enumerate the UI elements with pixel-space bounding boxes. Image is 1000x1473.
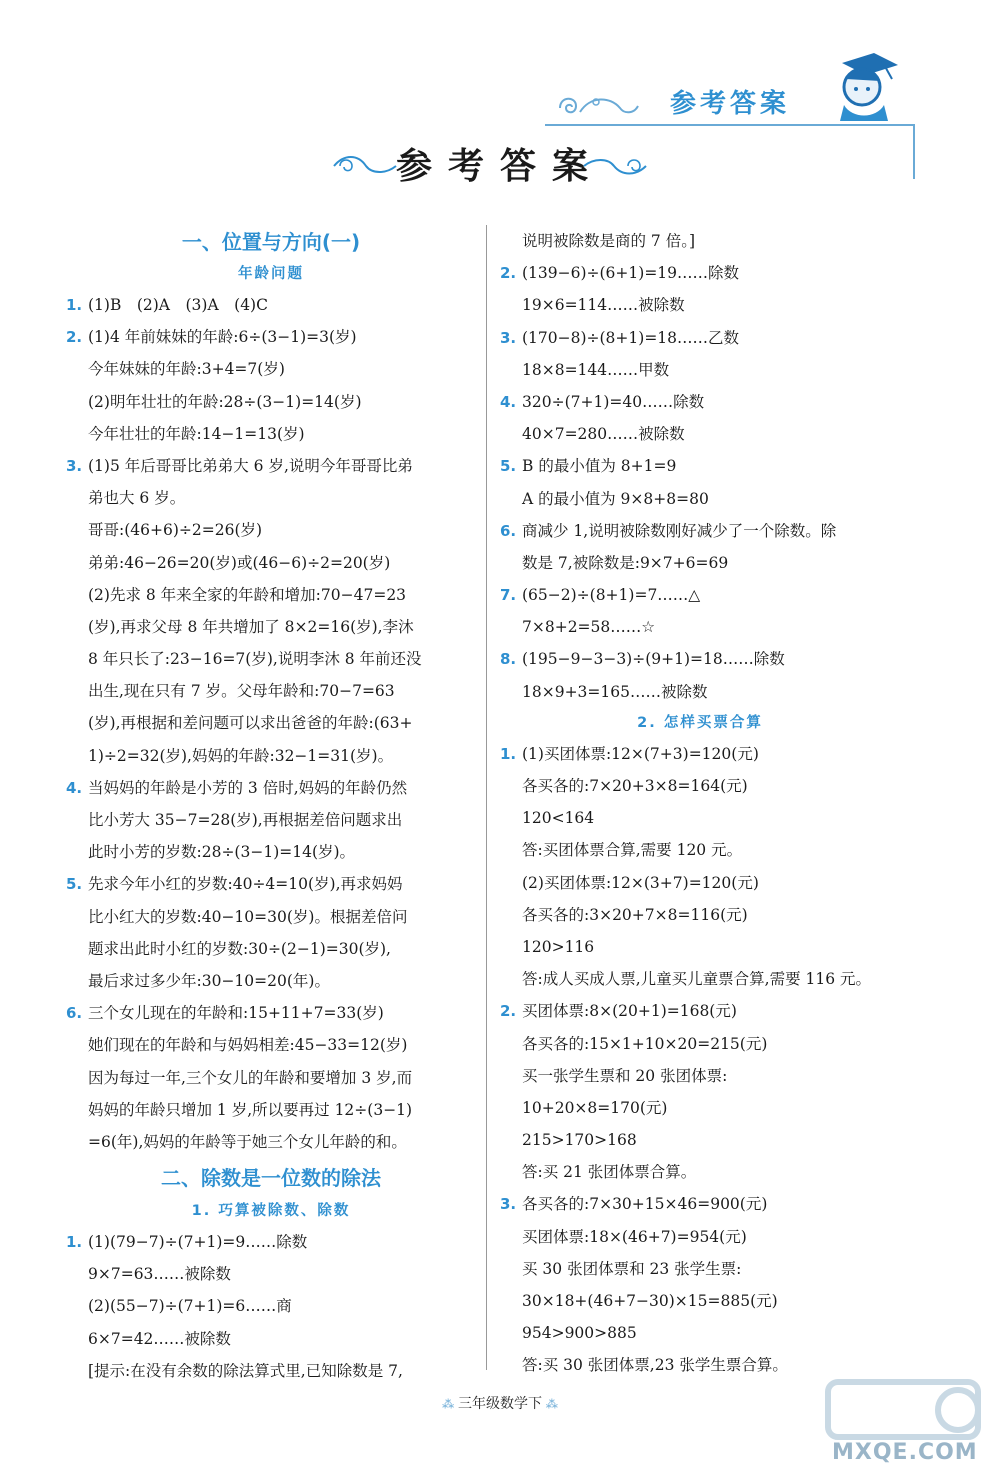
- page-title: 参考答案: [395, 145, 604, 187]
- answer-line: [500, 1188, 900, 1220]
- answer-line: [66, 836, 476, 868]
- answer-line: [500, 1221, 900, 1253]
- answer-text: 18×9+3=165……被除数: [522, 682, 708, 701]
- answer-text: (170−8)÷(8+1)=18……乙数: [522, 328, 740, 347]
- answer-line: [500, 450, 900, 482]
- answer-line: [66, 289, 476, 321]
- answer-list: [66, 1226, 476, 1387]
- answer-text: 商减少 1,说明被除数刚好减少了一个除数。除: [522, 521, 837, 540]
- answer-text: (65−2)÷(8+1)=7……△: [522, 586, 701, 605]
- answer-text: 买团体票:8×(20+1)=168(元): [522, 1002, 737, 1021]
- question-number: 5.: [66, 875, 83, 894]
- answer-text: 哥哥:(46+6)÷2=26(岁): [88, 521, 263, 540]
- answer-line: [500, 1253, 900, 1285]
- answer-line: [66, 321, 476, 353]
- answer-text: 答:买团体票合算,需要 120 元。: [522, 841, 743, 860]
- page-footer: [400, 1392, 600, 1416]
- answer-text: 今年壮壮的年龄:14−1=13(岁): [88, 424, 305, 443]
- answer-text: 题求出此时小红的岁数:30÷(2−1)=30(岁),: [88, 939, 391, 958]
- answer-line: [66, 514, 476, 546]
- mascot-scholar-icon: [822, 45, 902, 123]
- answer-line: [500, 386, 900, 418]
- question-number: 3.: [500, 328, 517, 347]
- question-number: 1.: [66, 1233, 83, 1252]
- answer-text: 答:成人买成人票,儿童买儿童票合算,需要 116 元。: [522, 970, 872, 989]
- answer-line: [500, 354, 900, 386]
- section-title: 一、位置与方向(一): [181, 230, 361, 254]
- watermark-text: MXQE.COM: [832, 1440, 978, 1465]
- answer-line: [66, 1323, 476, 1355]
- answer-text: 今年妹妹的年龄:3+4=7(岁): [88, 360, 285, 379]
- answer-text: 各买各的:7×30+15×46=900(元): [522, 1195, 768, 1214]
- answer-line: [66, 1029, 476, 1061]
- subsection-title: 年龄问题: [238, 266, 304, 282]
- question-number: 6.: [500, 521, 517, 540]
- header-swirl-ornament: [550, 86, 640, 122]
- left-column: [66, 225, 476, 1387]
- answer-line: [66, 611, 476, 643]
- answer-list: [500, 738, 900, 1382]
- answer-line: [500, 1028, 900, 1060]
- answer-text: 40×7=280……被除数: [522, 425, 685, 444]
- answer-line: [66, 933, 476, 965]
- answer-text: (1)4 年前妹妹的年龄:6÷(3−1)=3(岁): [88, 328, 357, 347]
- answer-line: [500, 643, 900, 675]
- answer-text: 买一张学生票和 20 张团体票:: [522, 1066, 728, 1085]
- answer-text: 答:买 30 张团体票,23 张学生票合算。: [522, 1356, 788, 1375]
- answer-text: 比小红大的岁数:40−10=30(岁)。根据差倍问: [88, 907, 408, 926]
- answer-line: [66, 386, 476, 418]
- answer-line: [500, 257, 900, 289]
- answer-text: 6×7=42……被除数: [88, 1329, 231, 1348]
- answer-line: [500, 579, 900, 611]
- answer-text: 数是 7,被除数是:9×7+6=69: [522, 553, 729, 572]
- answer-line: [500, 738, 900, 770]
- answer-line: [66, 868, 476, 900]
- header-title: 参考答案: [669, 89, 790, 119]
- answer-text: 30×18+(46+7−30)×15=885(元): [522, 1292, 778, 1310]
- answer-line: [66, 1062, 476, 1094]
- answer-list: [500, 225, 900, 708]
- answer-text: (岁),再根据和差问题可以求出爸爸的年龄:(63+: [88, 714, 413, 733]
- answer-line: [66, 707, 476, 739]
- question-number: 5.: [500, 457, 517, 476]
- question-number: 7.: [500, 586, 517, 605]
- answer-line: [66, 1226, 476, 1258]
- answer-text: 120<164: [522, 809, 595, 828]
- answer-line: [500, 611, 900, 643]
- question-number: 6.: [66, 1004, 83, 1023]
- answer-line: [500, 515, 900, 547]
- answer-line: [66, 740, 476, 772]
- answer-text: =6(年),妈妈的年龄等于她三个女儿年龄的和。: [88, 1132, 407, 1151]
- answer-text: B 的最小值为 8+1=9: [522, 457, 677, 476]
- answer-text: 1)÷2=32(岁),妈妈的年龄:32−1=31(岁)。: [88, 746, 394, 765]
- footer-ornament-icon: ⁂: [542, 1397, 558, 1411]
- answer-text: 215>170>168: [522, 1131, 637, 1150]
- answer-line: [500, 289, 900, 321]
- answer-line: [66, 1290, 476, 1322]
- answer-text: 买团体票:18×(46+7)=954(元): [522, 1227, 747, 1246]
- header-rule: [545, 124, 915, 126]
- answer-line: [66, 1355, 476, 1387]
- answer-text: 19×6=114……被除数: [522, 296, 685, 315]
- answer-text: (1)B (2)A (3)A (4)C: [88, 296, 268, 314]
- answer-line: [66, 997, 476, 1029]
- question-number: 1.: [500, 744, 517, 763]
- answer-text: 320÷(7+1)=40……除数: [522, 392, 705, 411]
- answer-text: (2)买团体票:12×(3+7)=120(元): [522, 873, 759, 892]
- answer-text: A 的最小值为 9×8+8=80: [522, 489, 709, 508]
- answer-text: 各买各的:15×1+10×20=215(元): [522, 1034, 768, 1053]
- answer-line: [66, 579, 476, 611]
- answer-line: [66, 1094, 476, 1126]
- answer-line: [500, 995, 900, 1027]
- answer-text: 此时小芳的岁数:28÷(3−1)=14(岁)。: [88, 843, 356, 862]
- answer-text: (1)5 年后哥哥比弟弟大 6 岁,说明今年哥哥比弟: [88, 456, 413, 475]
- answer-line: [500, 1156, 900, 1188]
- title-ornament-right: [580, 148, 650, 184]
- answer-line: [500, 676, 900, 708]
- answer-text: (2)明年壮壮的年龄:28÷(3−1)=14(岁): [88, 392, 362, 411]
- answer-text: 8 年只长了:23−16=7(岁),说明李沐 8 年前还没: [88, 650, 422, 669]
- footer-label: 三年级数学下: [458, 1396, 542, 1412]
- answer-text: 弟也大 6 岁。: [88, 489, 186, 508]
- answer-line: [66, 353, 476, 385]
- answer-line: [66, 1258, 476, 1290]
- answer-text: (2)先求 8 年来全家的年龄和增加:70−47=23: [88, 585, 407, 604]
- question-number: 2.: [500, 264, 517, 283]
- answer-line: [66, 772, 476, 804]
- answer-line: [500, 963, 900, 995]
- answer-text: 18×8=144……甲数: [522, 360, 670, 379]
- answer-line: [500, 1317, 900, 1349]
- answer-line: [500, 899, 900, 931]
- answer-text: 954>900>885: [522, 1324, 637, 1343]
- answer-line: [66, 804, 476, 836]
- footer-ornament-icon: ⁂: [442, 1397, 458, 1411]
- answer-line: [500, 1060, 900, 1092]
- answer-text: 说明被除数是商的 7 倍。]: [522, 232, 696, 250]
- answer-line: [500, 225, 900, 257]
- answer-text: 她们现在的年龄和与妈妈相差:45−33=12(岁): [88, 1036, 408, 1055]
- answer-text: 买 30 张团体票和 23 张学生票:: [522, 1259, 742, 1278]
- question-number: 8.: [500, 650, 517, 669]
- answer-text: 当妈妈的年龄是小芳的 3 倍时,妈妈的年龄仍然: [88, 778, 408, 797]
- question-number: 3.: [500, 1195, 517, 1214]
- answer-text: (195−9−3−3)÷(9+1)=18……除数: [522, 650, 785, 669]
- answer-text: 比小芳大 35−7=28(岁),再根据差倍问题求出: [88, 811, 403, 829]
- answer-text: 120>116: [522, 937, 595, 956]
- answer-text: 最后求过多少年:30−10=20(年)。: [88, 971, 330, 990]
- question-number: 3.: [66, 456, 83, 475]
- question-number: 2.: [500, 1002, 517, 1021]
- question-number: 2.: [66, 328, 83, 347]
- answer-line: [500, 770, 900, 802]
- answer-line: [500, 1285, 900, 1317]
- answer-line: [500, 834, 900, 866]
- answer-text: 答:买 21 张团体票合算。: [522, 1163, 697, 1182]
- answer-line: [500, 547, 900, 579]
- answer-text: (1)(79−7)÷(7+1)=9……除数: [88, 1233, 308, 1252]
- question-number: 1.: [66, 296, 83, 314]
- header-rule-vertical: [913, 124, 915, 179]
- answer-text: (139−6)÷(6+1)=19……除数: [522, 264, 740, 283]
- answer-text: 三个女儿现在的年龄和:15+11+7=33(岁): [88, 1004, 384, 1023]
- answer-line: [500, 931, 900, 963]
- answer-line: [500, 1092, 900, 1124]
- subsection-title: 2. 怎样买票合算: [637, 714, 763, 731]
- answer-line: [500, 867, 900, 899]
- section-title: 二、除数是一位数的除法: [161, 1166, 381, 1191]
- answer-text: 妈妈的年龄只增加 1 岁,所以要再过 12÷(3−1): [88, 1100, 413, 1119]
- column-divider: [486, 225, 487, 1370]
- answer-line: [66, 482, 476, 514]
- answer-text: [提示:在没有余数的除法算式里,已知除数是 7,: [88, 1361, 403, 1380]
- answer-text: 各买各的:7×20+3×8=164(元): [522, 777, 748, 795]
- question-number: 4.: [66, 778, 83, 797]
- answer-list: [66, 289, 476, 1158]
- answer-line: [500, 802, 900, 834]
- subsection-title: 1. 巧算被除数、除数: [191, 1203, 351, 1220]
- answer-text: 7×8+2=58……☆: [522, 618, 656, 637]
- answer-line: [66, 450, 476, 482]
- answer-text: (2)(55−7)÷(7+1)=6……商: [88, 1297, 292, 1316]
- answer-text: 各买各的:3×20+7×8=116(元): [522, 905, 748, 924]
- answer-line: [500, 1124, 900, 1156]
- answer-line: [66, 675, 476, 707]
- answer-line: [66, 643, 476, 675]
- answer-text: 因为每过一年,三个女儿的年龄和要增加 3 岁,而: [88, 1068, 413, 1087]
- question-number: 4.: [500, 392, 517, 411]
- answer-text: 弟弟:46−26=20(岁)或(46−6)÷2=20(岁): [88, 553, 391, 572]
- answer-line: [66, 547, 476, 579]
- answer-text: 先求今年小红的岁数:40÷4=10(岁),再求妈妈: [88, 875, 403, 894]
- answer-line: [66, 901, 476, 933]
- answer-line: [66, 965, 476, 997]
- answer-line: [500, 322, 900, 354]
- answer-text: (岁),再求父母 8 年共增加了 8×2=16(岁),李沐: [88, 617, 414, 636]
- answer-line: [500, 418, 900, 450]
- answer-text: 9×7=63……被除数: [88, 1265, 231, 1284]
- answer-line: [500, 483, 900, 515]
- answer-text: 10+20×8=170(元): [522, 1098, 668, 1117]
- answer-line: [66, 418, 476, 450]
- right-column: [500, 225, 900, 1382]
- answer-line: [66, 1126, 476, 1158]
- answer-text: 出生,现在只有 7 岁。父母年龄和:70−7=63: [88, 682, 395, 701]
- answer-text: (1)买团体票:12×(7+3)=120(元): [522, 744, 759, 763]
